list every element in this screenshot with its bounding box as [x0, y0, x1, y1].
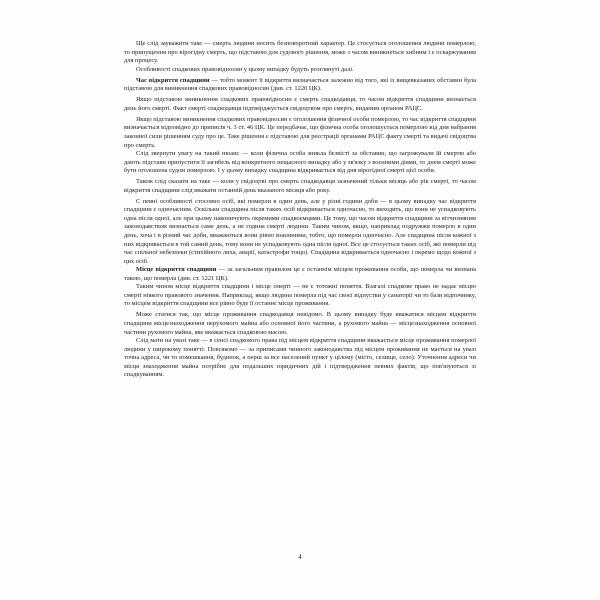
- paragraph-9: [124, 266, 476, 283]
- paragraph-2: Особливості спадкових правовідносин у цьому випадку будуть розглянуті далі.: [136, 65, 354, 73]
- term-opening-time: Час відкриття спадщини: [136, 76, 210, 84]
- paragraph-7: Також слід сказати на таке — коли у свідоцтві про смерть спадкодавця зазначений тільки місяць або рік смерті, то часом відкриття спадщини слід вважати останній день вказаного місяця або року.: [124, 178, 476, 194]
- paragraph-9-text: — за загальним правилом це є останнім місцем проживання особи, що померла чи визнана такою, що померла (див. ст. 1221 ЦК).: [124, 266, 477, 282]
- paragraph-12: Слід мати на увазі таке — в сенсі спадкового права під місцем відкриття спадщини вважається місце проживання померлої людини у широкому понятті. Повсякомо — за приписами чинного законодавства під місцем проживання не мається на увазі точна адреса, чи то помешкання, будинок, а перш за все населений пункт у цілому (місто, селище, село). Уточнення адреси чи місця знаходження майна потрібне для подальших юридичних дій і підтвердження певних фактів, що пов'язуються зі спадкуванням.: [124, 337, 476, 379]
- page-number: 4: [298, 553, 302, 561]
- paragraph-6: Слід звернути увагу на такий нюанс — коли фізична особа зникла безвісті за обставин, що загрожували їй смертю або дають підстави припустити її загибель від конкретного нещасного випадку або у зв'язку з воєнними діями, то днем смерті може бути оголошена судом померлою. І у цьому випадку спадщина відкривається від дня вірогідної смерті цієї особи.: [124, 150, 476, 175]
- paragraph-5: Якщо підставою виникнення спадкових правовідносин є оголошення фізичної особи померлою, то час відкриття спадщини визначається відповідно до приписів ч. 3 ст. 46 ЦК. Це передбачає, що фізична особа оголошується померлою від дня набрання законної сили рішенням суду про це. Таке рішення є підставою для реєстрації органами РАЦС факту смерті та видачі свідоцтва про смерть.: [124, 115, 476, 149]
- term-opening-place: Місце відкриття спадщини: [136, 266, 217, 274]
- paragraph-4: Якщо підставою виникнення спадкових правовідносин є смерть спадкодавця, то часом відкриття спадщини визнається день його смерті. Факт смерті спадкодавця підтверджується свідоцтвом про смерть, виданим органом РАЦС.: [124, 96, 476, 112]
- paragraph-3: [124, 77, 476, 94]
- body-text: [124, 40, 476, 380]
- paragraph-8: С певні особливості стосовно осіб, які померли в один день, але у різні години доби — в цьому випадку час відкриття спадщини є одночасним. Оскільки спадщина після таких осіб відкривається одночасно, то виходить, що вони не успадковують одна після одної, але при цьому накопичують окремими спадкоємцями. Це тому, що часом відкриття спадщини за вітчизняним законодавством визнається саме день, а не година смерті людини. Таким чином, якщо, наприклад подружжя померло в один день, хоча і в різний час доби, вважаються вони рівно взаємними, тобто, що померли одночасно. Але спадщина після кожної з них відкривається в той самий день, тому вони не успадковують одна після одної. Все це стосується таких осіб, які померли під час спільної небезпеки (стихійного лиха, аварії, катастрофи тощо). Спадщина відкривається одночасно і окремо щодо кожної з цих осіб.: [124, 197, 476, 265]
- paragraph-10: Таким чином місце відкриття спадщини і місце смерті — не є тотожні поняття. Взагалі спадкове право не надає місцю смерті ніякого правового значення. Наприклад, якщо людина померла під час своєї відпустки у санаторії чи то бази відпочинку, то місцем відкриття спадщини все рівно буде її останнє місце проживання.: [124, 283, 476, 308]
- paragraph-3-text: — тобто момент її відкриття визначається залежно від того, які із вищевказаних обставин була підставою для виникнення спадкових правовідносин (див. ст. 1220 ЦК).: [124, 76, 476, 93]
- paragraph-1: Ще слід зауважити таке — смерть людини носить безповоротний характер. Це стосується оголошення людини померлою, то припущення про вірогідну смерть, що підставою для судового рішення, може з часом виникнеться хибним і є оскаржуваним для процесу.: [124, 40, 476, 65]
- paragraph-11: Може статися так, що місце проживання спадкодавця невідомо. В цьому випадку буде вважатися місцем відкриття спадщини місцезнаходження нерухомого майна або основної його частини, а рухомого майна — місцезнаходження основної частини рухомого майна, яке вважається спадковою масою.: [124, 311, 476, 336]
